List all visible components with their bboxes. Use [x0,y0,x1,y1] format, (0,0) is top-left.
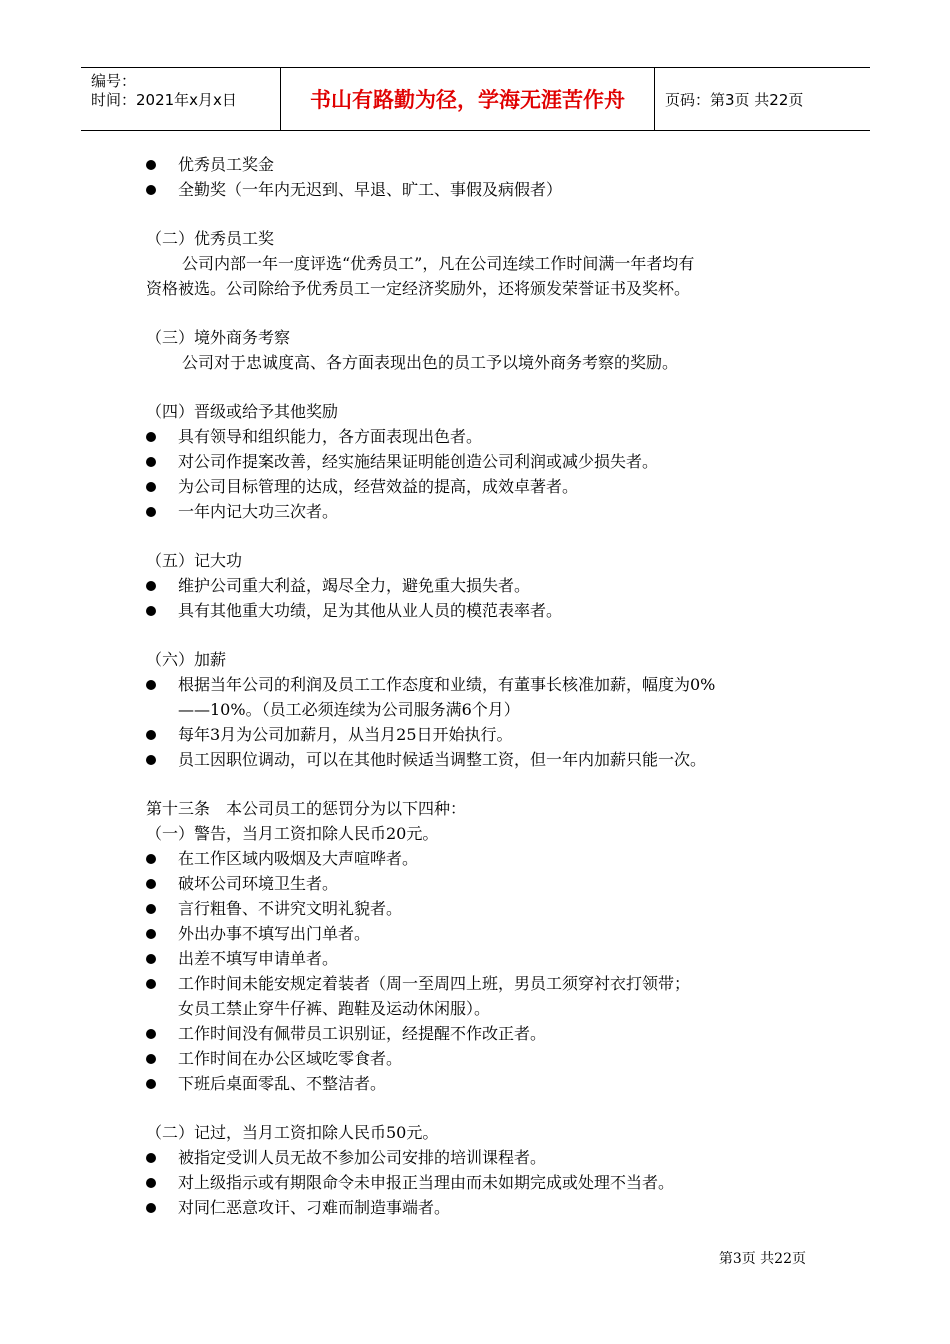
bullet-icon [146,432,156,442]
list-item: 在工作区域内吸烟及大声喧哗者。 [146,846,816,871]
list-item: 外出办事不填写出门单者。 [146,921,816,946]
list-item: 每年3月为公司加薪月，从当月25日开始执行。 [146,722,816,747]
paragraph-line: 公司对于忠诚度高、各方面表现出色的员工予以境外商务考察的奖励。 [182,353,679,372]
bullet-icon [146,160,156,170]
list-item: 被指定受训人员无故不参加公司安排的培训课程者。 [146,1145,816,1170]
bullet-icon [146,1153,156,1163]
bullet-icon [146,606,156,616]
list-item: 言行粗鲁、不讲究文明礼貌者。 [146,896,816,921]
bullet-icon [146,1203,156,1213]
bullet-icon [146,482,156,492]
bullet-icon [146,929,156,939]
article-title: 第十三条 本公司员工的惩罚分为以下四种： [146,799,467,818]
list-item: 优秀员工奖金 [146,152,816,177]
section-title: （五）记大功 [146,551,243,570]
list-item: 下班后桌面零乱、不整洁者。 [146,1071,816,1096]
list-item: 工作时间没有佩带员工识别证，经提醒不作改正者。 [146,1021,816,1046]
header-meta [81,68,281,130]
page-footer: 第3页 共22页 [718,1251,806,1267]
section-title: （四）晋级或给予其他奖励 [146,402,339,421]
document-body [146,152,816,1220]
section-title: （六）加薪 [146,650,227,669]
section-title: （二）记过，当月工资扣除人民币50元。 [146,1123,439,1142]
paragraph-line: 资格被选。公司除给予优秀员工一定经济奖励外，还将颁发荣誉证书及奖杯。 [146,279,691,298]
bullet-icon [146,185,156,195]
list-item: 对公司作提案改善，经实施结果证明能创造公司利润或减少损失者。 [146,449,816,474]
list-item: 工作时间未能安规定着装者（周一至周四上班，男员工须穿衬衣打领带； [146,971,816,996]
header-number: 编号： [91,72,137,90]
list-item: 员工因职位调动，可以在其他时候适当调整工资，但一年内加薪只能一次。 [146,747,816,772]
bullet-icon [146,979,156,989]
list-item: 维护公司重大利益，竭尽全力，避免重大损失者。 [146,573,816,598]
section-title: （二）优秀员工奖 [146,229,275,248]
bullet-icon [146,854,156,864]
bullet-icon [146,879,156,889]
bullet-icon [146,680,156,690]
bullet-icon [146,755,156,765]
section-title: （一）警告，当月工资扣除人民币20元。 [146,824,439,843]
bullet-icon [146,1178,156,1188]
list-item-continuation: 女员工禁止穿牛仔裤、跑鞋及运动休闲服）。 [178,999,491,1018]
list-item: 为公司目标管理的达成，经营效益的提高，成效卓著者。 [146,474,816,499]
header-motto: 书山有路勤为径，学海无涯苦作舟 [281,68,655,130]
header-date: 时间：2021年x月x日 [91,91,237,109]
bullet-icon [146,507,156,517]
list-item-continuation: ——10%。（员工必须连续为公司服务满6个月） [178,700,520,719]
bullet-icon [146,581,156,591]
page-header [81,67,870,131]
list-item: 根据当年公司的利润及员工工作态度和业绩，有董事长核准加薪，幅度为0% [146,672,816,697]
bullet-icon [146,954,156,964]
list-item: 具有领导和组织能力，各方面表现出色者。 [146,424,816,449]
bullet-icon [146,730,156,740]
list-item: 对同仁恶意攻讦、刁难而制造事端者。 [146,1195,816,1220]
bullet-icon [146,457,156,467]
list-item: 一年内记大功三次者。 [146,499,816,524]
list-item: 对上级指示或有期限命令未申报正当理由而未如期完成或处理不当者。 [146,1170,816,1195]
header-page-number: 页码：第3页 共22页 [665,90,804,109]
list-item: 全勤奖（一年内无迟到、早退、旷工、事假及病假者） [146,177,816,202]
list-item: 具有其他重大功绩，足为其他从业人员的模范表率者。 [146,598,816,623]
paragraph-line: 公司内部一年一度评选“优秀员工”，凡在公司连续工作时间满一年者均有 [182,254,695,273]
bullet-icon [146,1054,156,1064]
list-item: 工作时间在办公区域吃零食者。 [146,1046,816,1071]
section-title: （三）境外商务考察 [146,328,291,347]
bullet-icon [146,1029,156,1039]
list-item: 出差不填写申请单者。 [146,946,816,971]
bullet-icon [146,1079,156,1089]
bullet-icon [146,904,156,914]
list-item: 破坏公司环境卫生者。 [146,871,816,896]
